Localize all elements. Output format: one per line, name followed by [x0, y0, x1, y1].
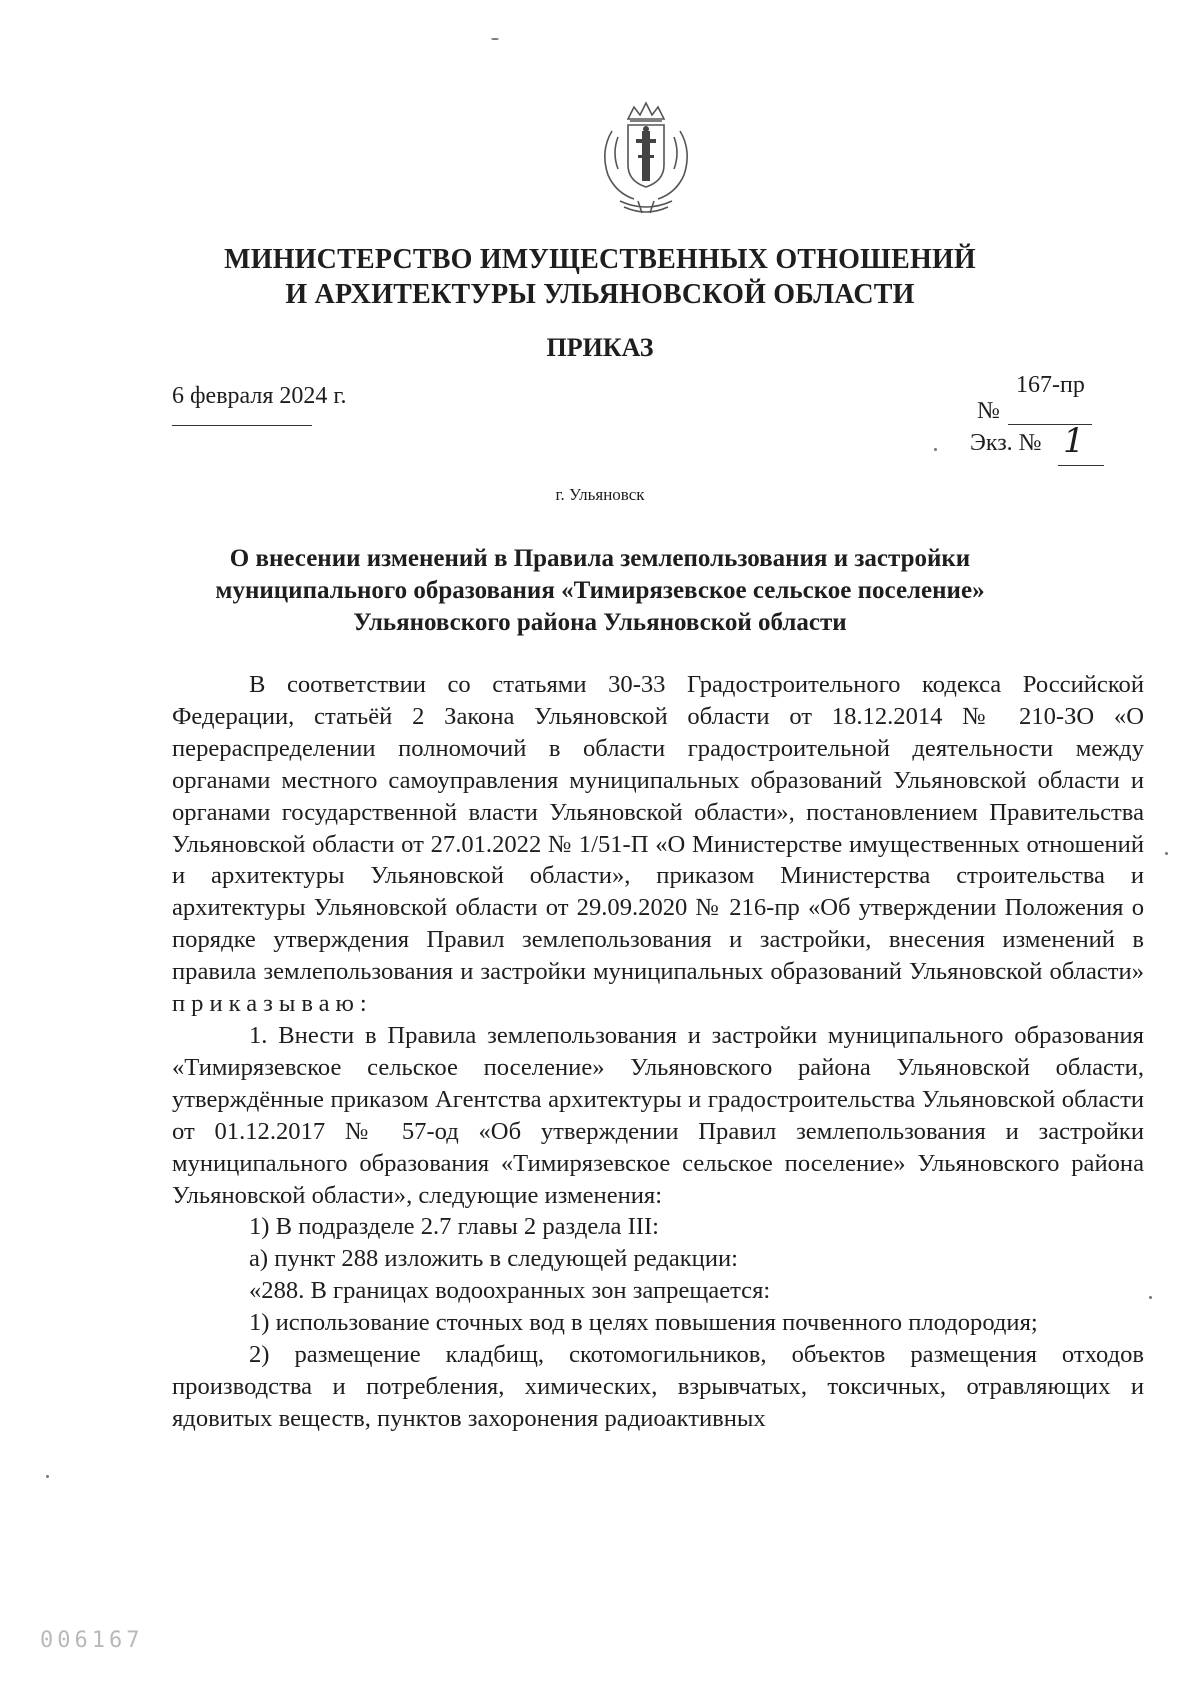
- document-body: [172, 669, 1144, 1435]
- paragraph-clause-288: «288. В границах водоохранных зон запрещается:: [249, 1277, 771, 1305]
- ministry-name-line1: МИНИСТЕРСТВО ИМУЩЕСТВЕННЫХ ОТНОШЕНИЙ: [224, 244, 976, 275]
- copy-number-label: Экз. №: [970, 430, 1042, 456]
- paragraph-prohibition-1: 1) использование сточных вод в целях повышения почвенного плодородия;: [249, 1309, 1038, 1337]
- scan-speck: [1165, 852, 1168, 855]
- ministry-name-line2: И АРХИТЕКТУРЫ УЛЬЯНОВСКОЙ ОБЛАСТИ: [285, 279, 915, 310]
- order-number: 167-пр: [1016, 372, 1085, 398]
- order-date: 6 февраля 2024 г.: [172, 383, 347, 409]
- preamble-text: В соответствии со статьями 30-33 Градостроительного кодекса Российской Федерации, статьёй 2 Закона Ульяновской области от 18.12.2014 № 210-ЗО «О перераспределении полномочий в области градостроительной деятельности между органами местного самоуправления муниципальных образований Ульяновской области и органами государственной власти Ульяновской области», постановлением Правительства Ульяновской области от 27.01.2022 № 1/51-П «О Министерстве имущественных отношений и архитектуры Ульяновской области», приказом Министерства строительства и архитектуры Ульяновской области от 29.09.2020 № 216-пр «Об утверждении Положения о порядке утверждения Правил землепользования и застройки, внесения изменений в правила землепользования и застройки муниципальных образований Ульяновской области»: [172, 671, 1144, 986]
- copy-number: 1: [1063, 421, 1085, 461]
- scan-speck: [934, 448, 937, 451]
- document-title-line1: О внесении изменений в Правила землепользования и застройки: [229, 545, 971, 572]
- document-title-line3: Ульяновского района Ульяновской области: [353, 609, 847, 636]
- city: г. Ульяновск: [555, 485, 645, 504]
- date-underline: [172, 425, 312, 426]
- scan-speck: [1149, 1296, 1152, 1299]
- paragraph-subitem-1: 1) В подразделе 2.7 главы 2 раздела III:: [249, 1213, 659, 1241]
- scan-speck: [491, 38, 499, 40]
- order-verb: приказываю:: [172, 990, 373, 1018]
- paragraph-item-1: 1. Внести в Правила землепользования и застройки муниципального образования «Тимирязевское сельское поселение» Ульяновского района Ульяновской области, утверждённые приказом Агентства архитектуры и градостроительства Ульяновской области от 01.12.2017 № 57-од «Об утверждении Правил землепользования и застройки муниципального образования «Тимирязевское сельское поселение» Ульяновского района Ульяновской области», следующие изменения:: [172, 1021, 1144, 1209]
- document-title: [0, 543, 1200, 639]
- paragraph-subitem-a: а) пункт 288 изложить в следующей редакции:: [249, 1245, 739, 1273]
- paragraph-prohibition-2: 2) размещение кладбищ, скотомогильников, объектов размещения отходов производства и потребления, химических, взрывчатых, токсичных, отравляющих и ядовитых веществ, пунктов захоронения радиоактивных: [172, 1341, 1144, 1432]
- preamble-paragraph: [172, 669, 1144, 1020]
- order-number-label: №: [977, 398, 1000, 424]
- ministry-name: [0, 242, 1200, 312]
- scan-speck: [46, 1475, 49, 1478]
- coat-of-arms-icon: [598, 101, 694, 219]
- copy-number-underline: [1058, 465, 1104, 466]
- document-title-line2: муниципального образования «Тимирязевское сельское поселение»: [215, 577, 985, 604]
- archive-stamp-number: 006167: [40, 1628, 144, 1653]
- order-title: ПРИКАЗ: [546, 333, 654, 362]
